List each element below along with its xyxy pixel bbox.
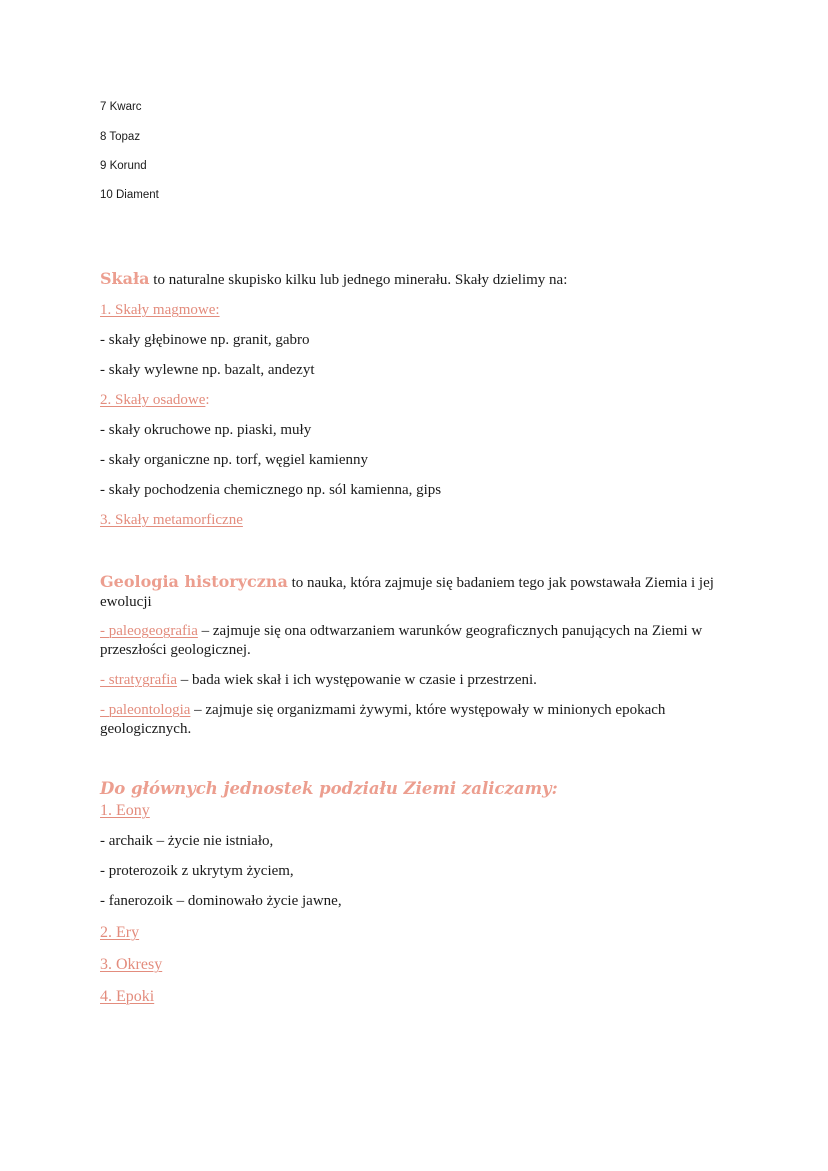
skala-term: Skała (100, 269, 150, 288)
skala-definition (100, 269, 730, 290)
okresy-link[interactable]: 3. Okresy (100, 956, 163, 973)
paleontologia-link[interactable]: - paleontologia (100, 702, 191, 718)
mohs-item: 10 Diament (100, 189, 159, 201)
geologia-item-stratygrafia (100, 671, 730, 690)
geologia-definition (100, 572, 730, 612)
epoki-link[interactable]: 4. Epoki (100, 988, 155, 1005)
geologia-item-paleogeografia (100, 622, 730, 660)
skaly-osadowe-heading (100, 391, 210, 410)
paleontologia-text: – zajmuje się organizmami żywymi, które występowały w minionych epokach geologicznych. (100, 702, 666, 737)
eony-link[interactable]: 1. Eony (100, 802, 150, 819)
list-item: - fanerozoik – dominowało życie jawne, (100, 893, 342, 909)
jednostki-heading: Do głównych jednostek podziału Ziemi zaliczamy: (100, 779, 558, 798)
geologia-term: Geologia historyczna (100, 572, 288, 591)
paleogeografia-text: – zajmuje się ona odtwarzaniem warunków geograficznych panujących na Ziemi w przeszłości geologicznej. (100, 623, 703, 658)
skala-definition-text: to naturalne skupisko kilku lub jednego minerału. Skały dzielimy na: (149, 272, 568, 288)
skaly-osadowe-colon: : (205, 392, 210, 408)
list-item: - skały wylewne np. bazalt, andezyt (100, 362, 315, 378)
skaly-osadowe-link[interactable]: 2. Skały osadowe (100, 392, 206, 408)
mohs-item: 7 Kwarc (100, 101, 142, 113)
list-item: - skały pochodzenia chemicznego np. sól kamienna, gips (100, 482, 442, 498)
stratygrafia-link[interactable]: - stratygrafia (100, 672, 178, 688)
list-item: - skały okruchowe np. piaski, muły (100, 422, 312, 438)
list-item: - proterozoik z ukrytym życiem, (100, 863, 294, 879)
list-item: - skały organiczne np. torf, węgiel kamienny (100, 452, 368, 468)
mohs-item: 8 Topaz (100, 131, 141, 143)
mohs-item: 9 Korund (100, 160, 147, 172)
geologia-item-paleontologia (100, 701, 730, 739)
geologia-definition-text: to nauka, która zajmuje się badaniem tego jak powstawała Ziemia i jej ewolucji (100, 575, 714, 610)
list-item: - skały głębinowe np. granit, gabro (100, 332, 310, 348)
skaly-magmowe-link[interactable]: 1. Skały magmowe: (100, 302, 220, 318)
list-item: - archaik – życie nie istniało, (100, 833, 274, 849)
ery-link[interactable]: 2. Ery (100, 924, 140, 941)
skaly-metamorficzne-link[interactable]: 3. Skały metamorficzne (100, 512, 243, 528)
stratygrafia-text: – bada wiek skał i ich występowanie w czasie i przestrzeni. (177, 672, 537, 688)
paleogeografia-link[interactable]: - paleogeografia (100, 623, 198, 639)
